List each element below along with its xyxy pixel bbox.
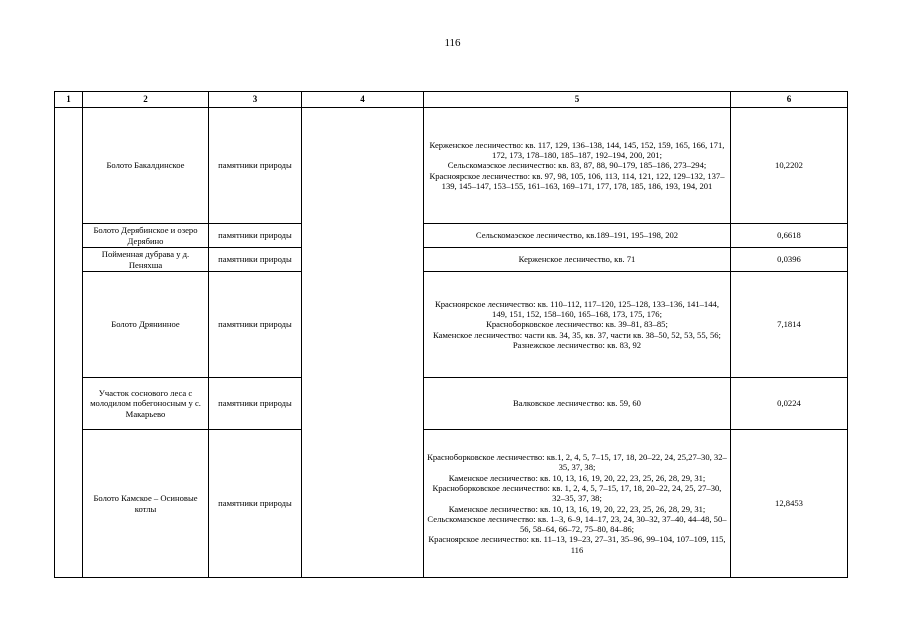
table-row xyxy=(55,430,848,578)
column-4-cell xyxy=(302,108,424,578)
area-type-cell: памятники природы xyxy=(209,378,302,430)
area-type-cell: памятники природы xyxy=(209,224,302,248)
header-cell-6: 6 xyxy=(731,92,848,108)
forestry-line: Сельскомаэское лесничество: кв. 1–3, 6–9, 14–17, 23, 24, 30–32, 37–40, 44–48, 50–56, 58–64, 66–72, 75–80, 84–86; xyxy=(427,513,727,535)
protected-areas-table xyxy=(54,91,848,578)
area-size-cell: 12,8453 xyxy=(731,430,848,578)
page-number: 116 xyxy=(444,37,461,49)
table-row xyxy=(55,378,848,430)
forestry-cell xyxy=(424,430,731,578)
area-type-cell: памятники природы xyxy=(209,430,302,578)
header-cell-1: 1 xyxy=(55,92,83,108)
table-row xyxy=(55,108,848,224)
forestry-cell xyxy=(424,224,731,248)
header-cell-5: 5 xyxy=(424,92,731,108)
area-size-cell: 7,1814 xyxy=(731,272,848,378)
area-name-cell: Болото Дерябинское и озеро Дерябино xyxy=(83,224,209,248)
area-name-cell: Участок соснового леса с молодилом побегоносным у с. Макарьево xyxy=(83,378,209,430)
forestry-line: Каменское лесничество: части кв. 34, 35, кв. 37, части кв. 38–50, 52, 53, 55, 56; xyxy=(433,329,721,340)
area-type-cell: памятники природы xyxy=(209,248,302,272)
forestry-line: Сельскомаэское лесничество, кв.189–191, 195–198, 202 xyxy=(475,230,679,241)
header-cell-2: 2 xyxy=(83,92,209,108)
forestry-line: Красноярское лесничество: кв. 110–112, 117–120, 125–128, 133–136, 141–144, 149, 151, 152, 158–160, 165–168, 173, 175, 176; xyxy=(435,298,719,320)
area-size-cell: 0,0224 xyxy=(731,378,848,430)
forestry-line: Красноярское лесничество: кв. 11–13, 19–23, 27–31, 35–96, 99–104, 107–109, 115, 116 xyxy=(428,534,726,555)
forestry-line: Керженское лесничество: кв. 117, 129, 136–138, 144, 145, 152, 159, 165, 166, 171, 172, 173, 178–180, 185–187, 192–194, 200, 201; xyxy=(429,139,725,161)
area-type-cell: памятники природы xyxy=(209,272,302,378)
column-1-cell xyxy=(55,108,83,578)
area-size-cell: 0,0396 xyxy=(731,248,848,272)
forestry-line: Разнежское лесничество: кв. 83, 92 xyxy=(512,339,642,350)
table-row xyxy=(55,272,848,378)
forestry-line: Каменское лесничество: кв. 10, 13, 16, 19, 20, 22, 23, 25, 26, 28, 29, 31; xyxy=(448,472,706,483)
forestry-cell xyxy=(424,272,731,378)
area-size-cell: 10,2202 xyxy=(731,108,848,224)
area-name-cell: Болото Камское – Осиновые котлы xyxy=(83,430,209,578)
area-name-cell: Пойменная дубрава у д. Пеняхша xyxy=(83,248,209,272)
forestry-line: Сельскомаэское лесничество: кв. 83, 87, 88, 90–179, 185–186, 273–294; xyxy=(447,160,707,171)
table-row xyxy=(55,248,848,272)
header-cell-4: 4 xyxy=(302,92,424,108)
area-name-cell: Болото Дрянинное xyxy=(83,272,209,378)
header-cell-3: 3 xyxy=(209,92,302,108)
area-type-cell: памятники природы xyxy=(209,108,302,224)
area-name-cell: Болото Бакалдинское xyxy=(83,108,209,224)
forestry-cell xyxy=(424,378,731,430)
forestry-line: Красноборковское лесничество: кв. 1, 2, 4, 5, 7–15, 17, 18, 20–22, 24, 25, 27–30, 32–35, 37, 38; xyxy=(432,482,722,504)
forestry-line: Красноярское лесничество: кв. 97, 98, 105, 106, 113, 114, 121, 122, 129–132, 137–139, 145–147, 153–155, 161–163, 169–171, 177, 178, 185, 186, 193, 194, 201 xyxy=(429,170,725,191)
area-size-cell: 0,6618 xyxy=(731,224,848,248)
forestry-line: Каменское лесничество: кв. 10, 13, 16, 19, 20, 22, 23, 25, 26, 28, 29, 31; xyxy=(448,503,706,514)
forestry-line: Валковское лесничество: кв. 59, 60 xyxy=(513,398,641,409)
forestry-line: Керженское лесничество, кв. 71 xyxy=(518,254,636,265)
table-row xyxy=(55,224,848,248)
forestry-line: Красноборковское лесничество: кв. 39–81, 83–85; xyxy=(486,319,668,330)
forestry-cell xyxy=(424,108,731,224)
forestry-cell xyxy=(424,248,731,272)
forestry-line: Красноборковское лесничество: кв.1, 2, 4, 5, 7–15, 17, 18, 20–22, 24, 25,27–30, 32–35, 37, 38; xyxy=(427,451,727,473)
header-row xyxy=(55,92,848,108)
